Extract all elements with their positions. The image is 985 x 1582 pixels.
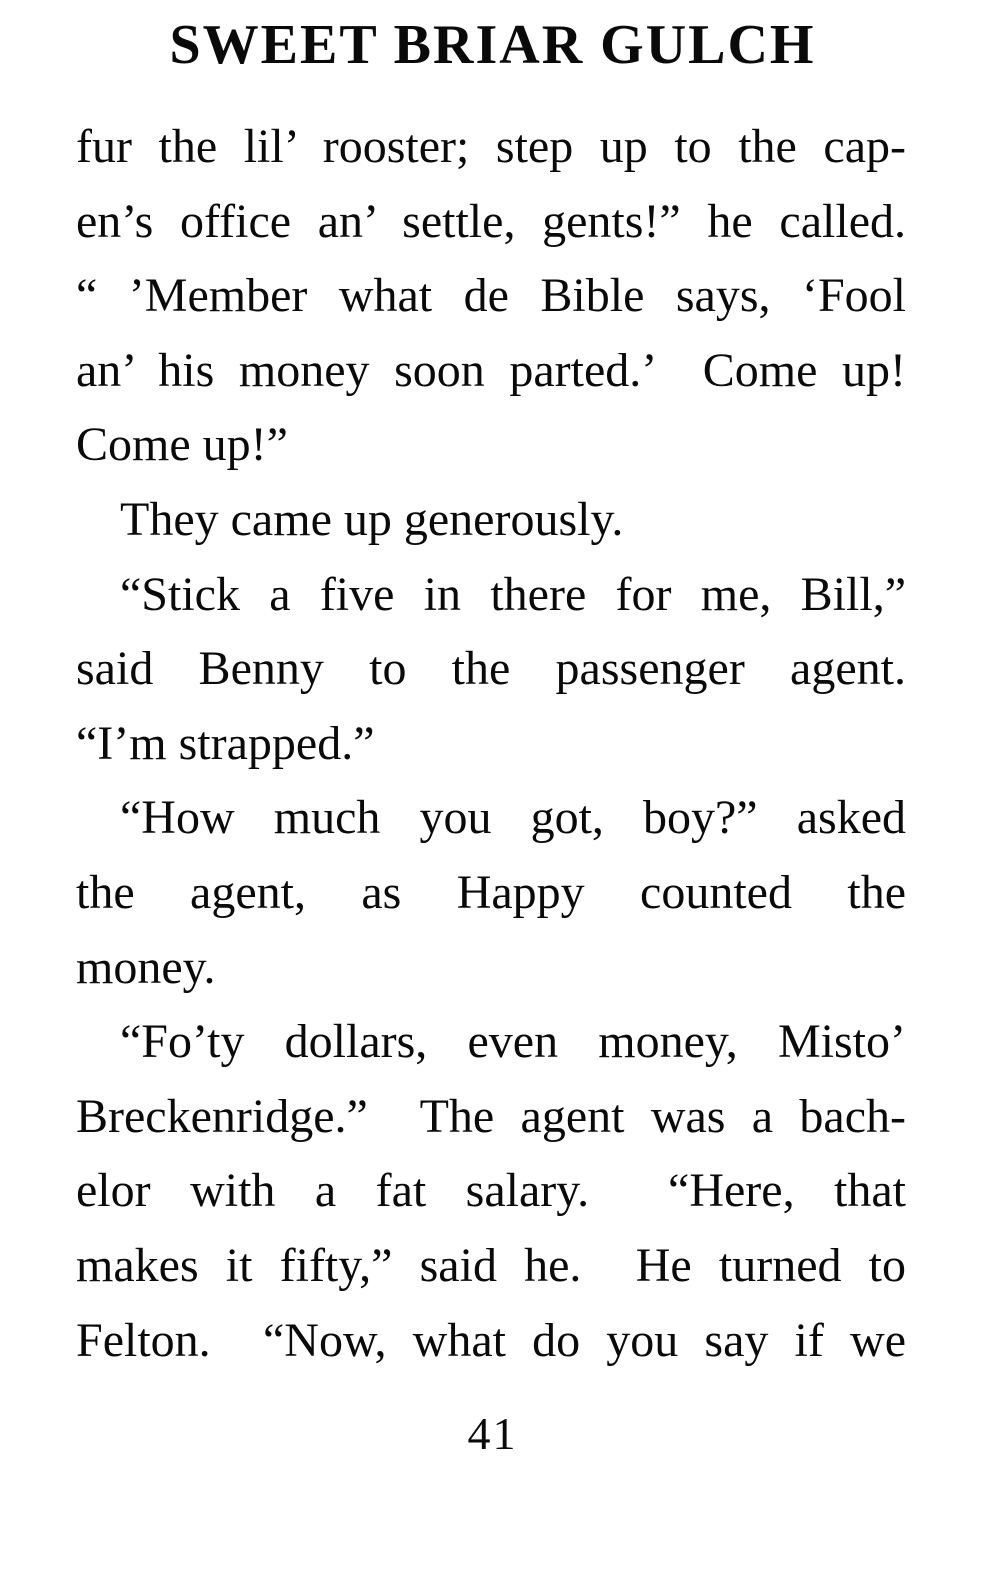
text-line-1: fur the lil’ rooster; step up to the cap- xyxy=(76,120,906,173)
text-line-14: Breckenridge.” The agent was a bach- xyxy=(76,1089,906,1143)
text-line-13: “Fo’ty dollars, even money, Misto’ xyxy=(120,1015,906,1069)
text-line-3: “ ’Member what de Bible says, ‘Fool xyxy=(76,269,906,323)
text-line-6: They came up generously. xyxy=(120,492,624,546)
text-line-11: the agent, as Happy counted the xyxy=(76,865,906,919)
body-text xyxy=(76,110,906,1378)
text-line-5: Come up!” xyxy=(76,418,288,472)
text-line-8: said Benny to the passenger agent. xyxy=(76,642,906,696)
text-line-9: “I’m strapped.” xyxy=(76,716,375,770)
text-line-17: Felton. “Now, what do you say if we xyxy=(76,1313,906,1367)
text-line-16: makes it fifty,” said he. He turned to xyxy=(76,1238,906,1292)
text-line-15: elor with a fat salary. “Here, that xyxy=(76,1164,906,1218)
text-line-2: en’s office an’ settle, gents!” he called. xyxy=(76,194,906,248)
text-line-4: an’ his money soon parted.’ Come up! xyxy=(76,343,906,397)
text-line-10: “How much you got, boy?” asked xyxy=(120,791,906,845)
text-line-7: “Stick a five in there for me, Bill,” xyxy=(120,567,906,621)
page-header: SWEET BRIAR GULCH xyxy=(169,14,816,76)
text-line-12: money. xyxy=(76,940,216,994)
page-number: 41 xyxy=(467,1408,518,1459)
